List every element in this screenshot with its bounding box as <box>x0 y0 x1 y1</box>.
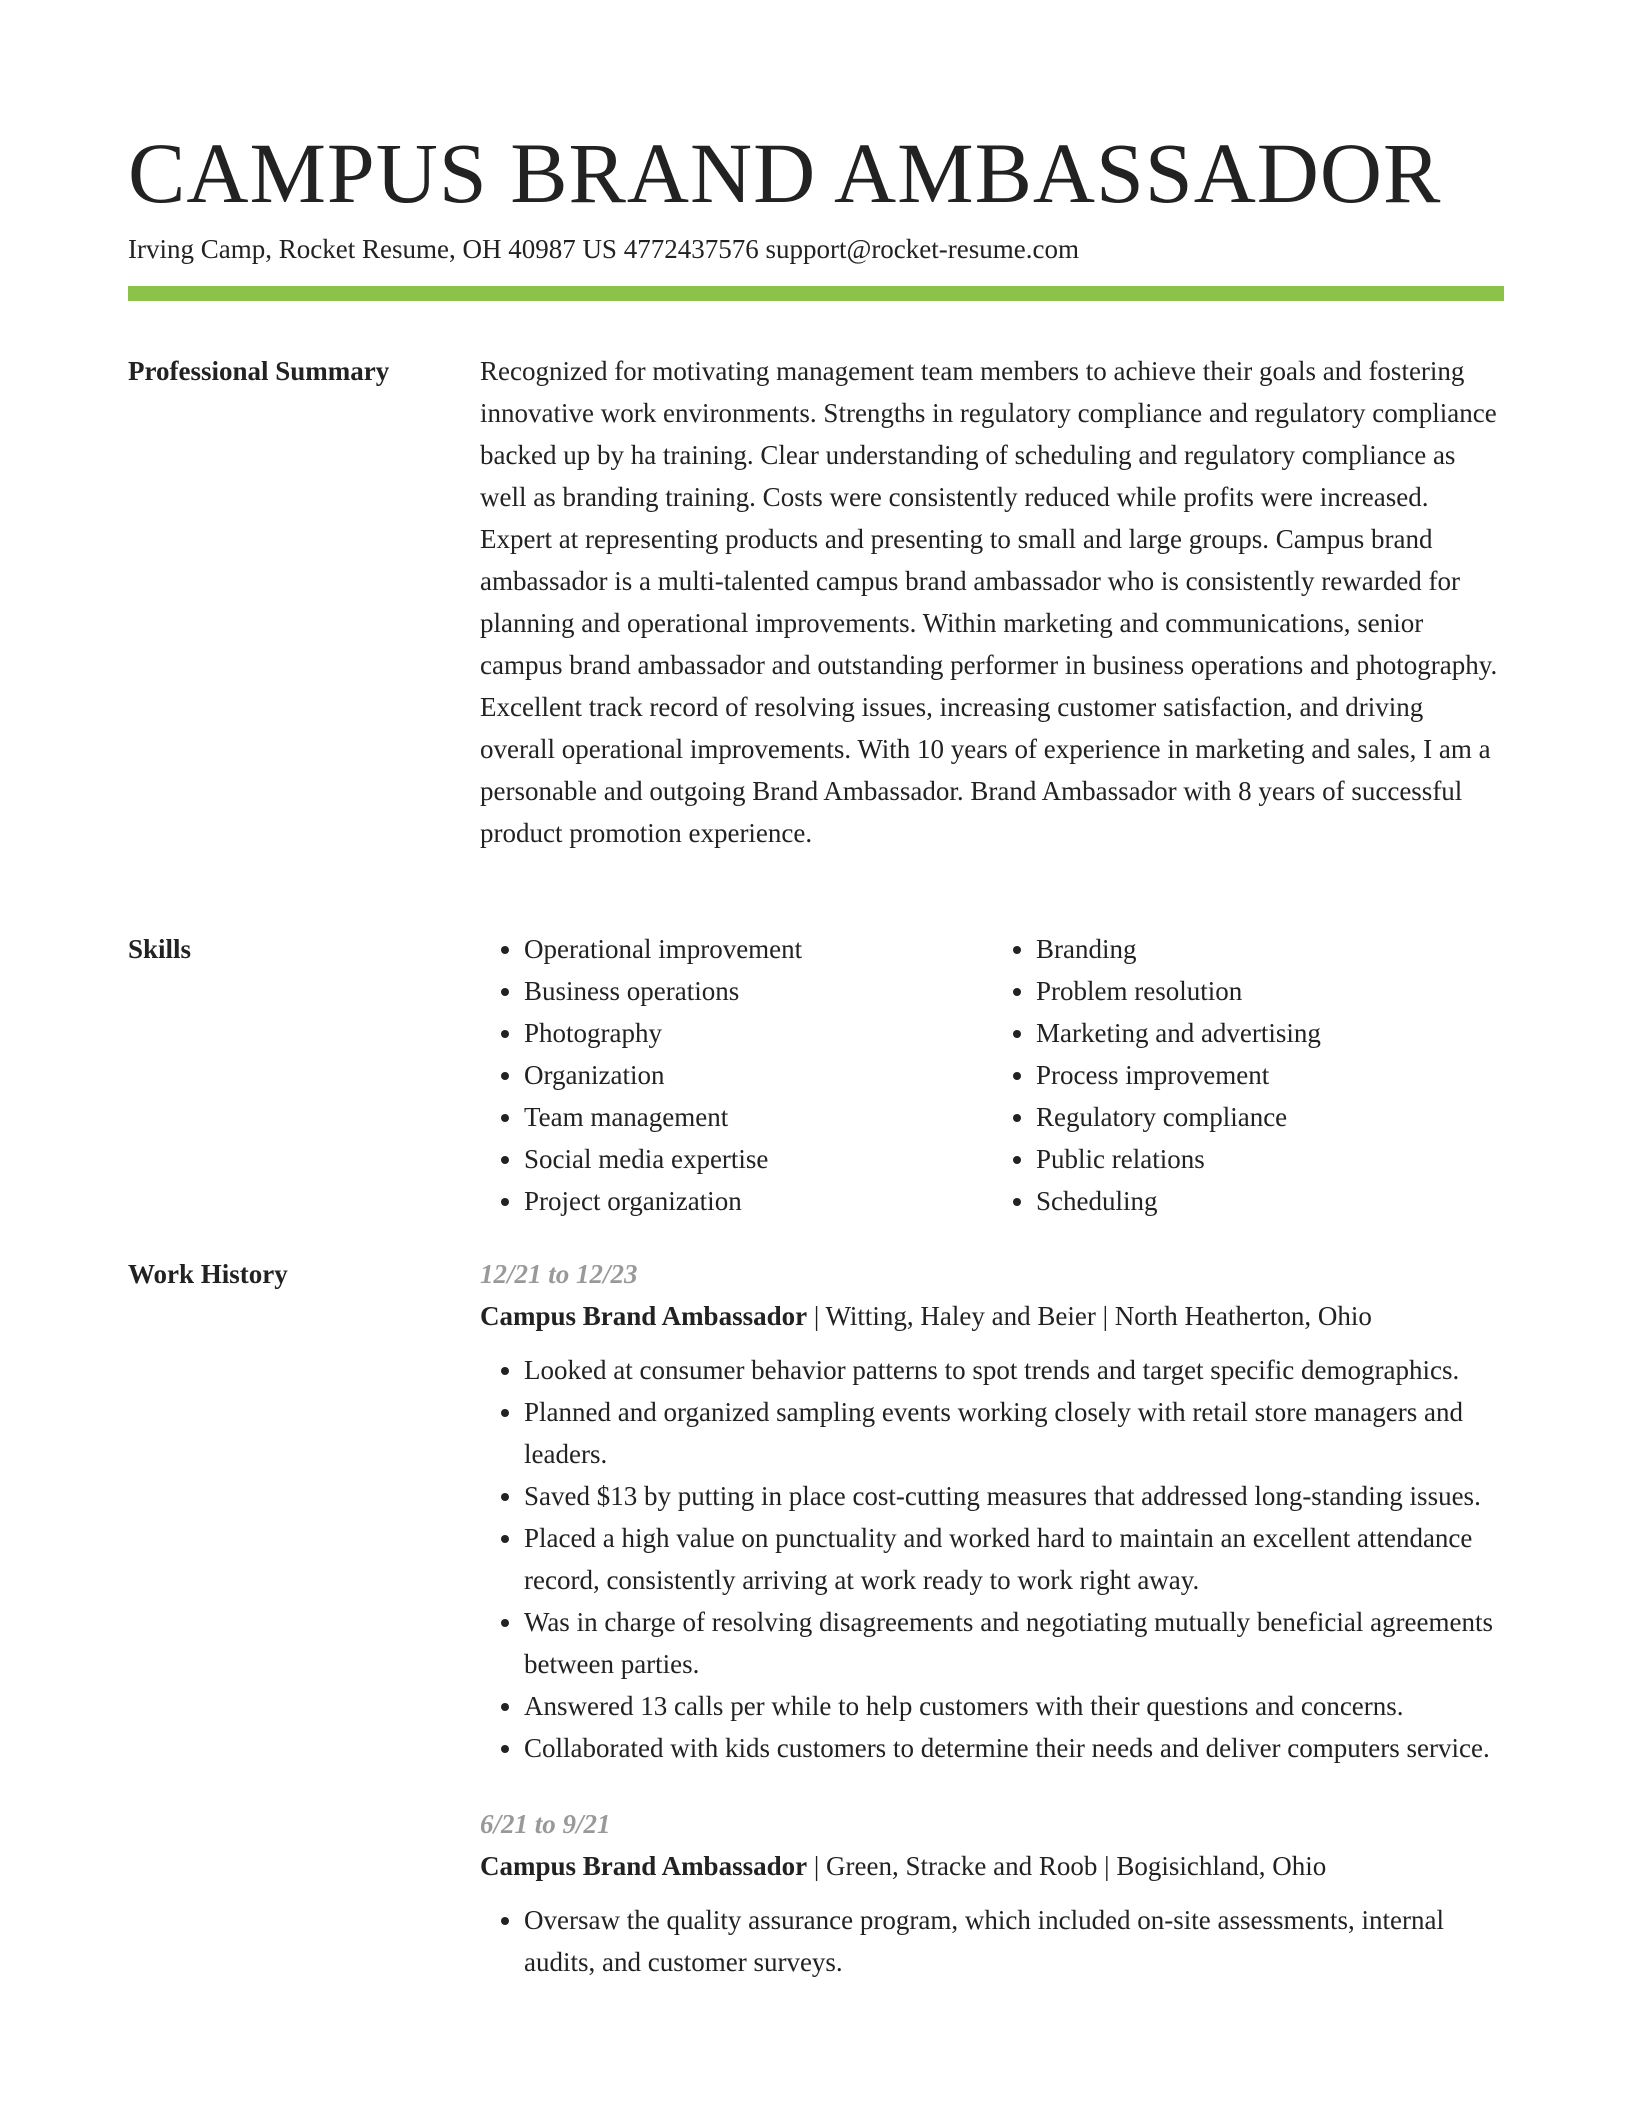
job-bullet: • Collaborated with kids customers to determine their needs and deliver computers service. <box>524 1727 1504 1769</box>
contact-address: Irving Camp, Rocket Resume, OH 40987 US <box>128 234 617 264</box>
job-bullet: • Placed a high value on punctuality and worked hard to maintain an excellent attendance record, consistently arriving at work ready to work right away. <box>524 1517 1504 1601</box>
skill-item: • Business operations <box>524 970 992 1012</box>
section-label-skills: Skills <box>128 934 192 964</box>
job-employer-location: | Green, Stracke and Roob | Bogisichland, Ohio <box>807 1851 1327 1881</box>
job-bullet: • Oversaw the quality assurance program, which included on-site assessments, internal audits, and customer surveys. <box>524 1899 1504 1983</box>
section-label-work: Work History <box>128 1259 288 1289</box>
skill-item: • Scheduling <box>1036 1180 1504 1222</box>
skill-item: • Process improvement <box>1036 1054 1504 1096</box>
skill-item: • Problem resolution <box>1036 970 1504 1012</box>
job-bullets <box>480 1899 1504 1983</box>
job-employer-location: | Witting, Haley and Beier | North Heatherton, Ohio <box>807 1301 1372 1331</box>
job-bullet: • Planned and organized sampling events working closely with retail store managers and leaders. <box>524 1391 1504 1475</box>
contact-email: support@rocket-resume.com <box>765 234 1079 264</box>
job-entry <box>480 1803 1504 1983</box>
resume-title: CAMPUS BRAND AMBASSADOR <box>128 125 1442 221</box>
skill-item: • Branding <box>1036 928 1504 970</box>
section-label-summary: Professional Summary <box>128 356 390 386</box>
skill-item: • Public relations <box>1036 1138 1504 1180</box>
job-bullet: • Was in charge of resolving disagreements and negotiating mutually beneficial agreements between parties. <box>524 1601 1504 1685</box>
job-bullet: • Answered 13 calls per while to help customers with their questions and concerns. <box>524 1685 1504 1727</box>
skill-item: • Team management <box>524 1096 992 1138</box>
job-dates: 12/21 to 12/23 <box>480 1259 638 1289</box>
job-bullet: • Looked at consumer behavior patterns to spot trends and target specific demographics. <box>524 1349 1504 1391</box>
skill-item: • Marketing and advertising <box>1036 1012 1504 1054</box>
skill-item: • Social media expertise <box>524 1138 992 1180</box>
skill-item: • Project organization <box>524 1180 992 1222</box>
accent-divider <box>128 286 1504 301</box>
job-bullets <box>480 1349 1504 1769</box>
contact-phone: 4772437576 <box>623 234 759 264</box>
skill-item: • Organization <box>524 1054 992 1096</box>
skill-item: • Regulatory compliance <box>1036 1096 1504 1138</box>
summary-section <box>480 350 1504 854</box>
summary-text: Recognized for motivating management team members to achieve their goals and fostering innovative work environments. Strengths in regulatory compliance and regulatory compliance backed up by ha training. Clear understanding of scheduling and regulatory compliance as well as branding training. Costs were consistently reduced while profits were increased. Expert at representing products and presenting to small and large groups. Campus brand ambassador is a multi-talented campus brand ambassador who is consistently rewarded for planning and operational improvements. Within marketing and communications, senior campus brand ambassador and outstanding performer in business operations and photography. Excellent track record of resolving issues, increasing customer satisfaction, and driving overall operational improvements. With 10 years of experience in marketing and sales, I am a personable and outgoing Brand Ambassador. Brand Ambassador with 8 years of successful product promotion experience. <box>480 356 1498 848</box>
contact-line <box>128 232 1079 266</box>
skill-item: • Photography <box>524 1012 992 1054</box>
job-dates: 6/21 to 9/21 <box>480 1809 611 1839</box>
job-title: Campus Brand Ambassador <box>480 1851 808 1881</box>
skills-list-right <box>992 928 1504 1222</box>
job-title: Campus Brand Ambassador <box>480 1301 808 1331</box>
skills-list-left <box>480 928 992 1222</box>
job-heading <box>480 1295 1504 1337</box>
skills-section <box>480 928 1504 1222</box>
job-heading <box>480 1845 1504 1887</box>
skill-item: • Operational improvement <box>524 928 992 970</box>
job-bullet: • Saved $13 by putting in place cost-cutting measures that addressed long-standing issues. <box>524 1475 1504 1517</box>
work-history-section <box>480 1253 1504 1983</box>
job-entry <box>480 1253 1504 1769</box>
